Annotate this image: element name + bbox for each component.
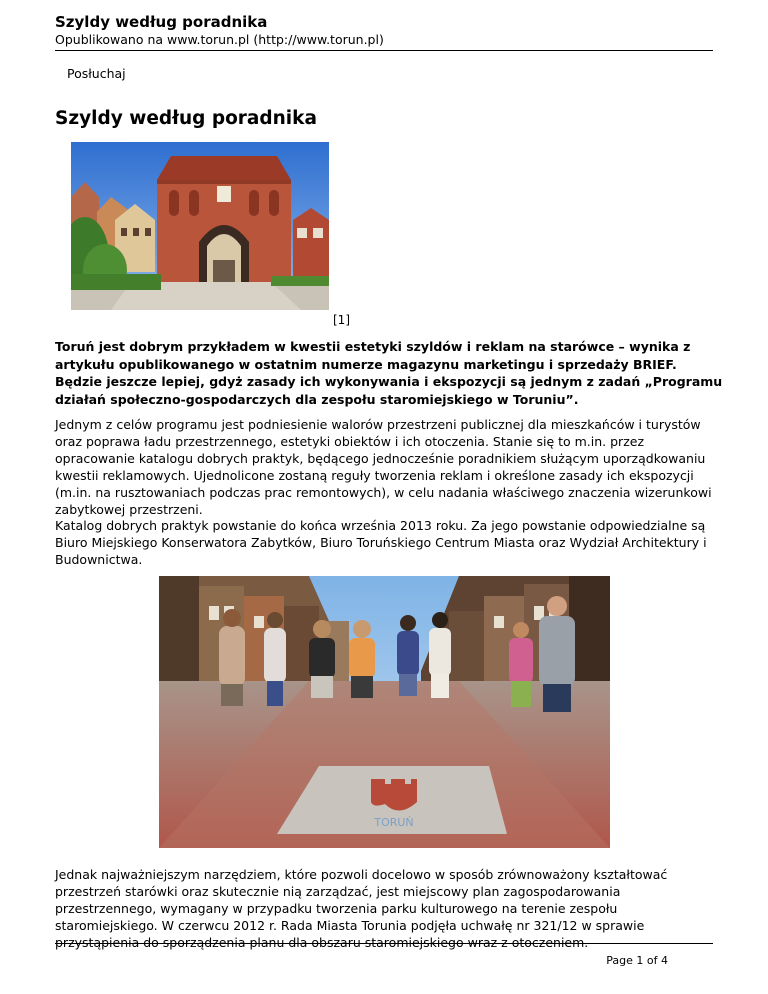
- plate-text: TORUŃ: [374, 816, 414, 829]
- old-town-street-photo: [159, 576, 610, 848]
- page-number: Page 1 of 4: [606, 954, 668, 967]
- article-paragraph: Katalog dobrych praktyk powstanie do końca września 2013 roku. Za jego powstanie odpowiedzialne są Biuro Miejskiego Konserwatora Zabytków, Biuro Toruńskiego Centrum Miasta oraz Wydział Architektury i Budownictwa.: [55, 518, 707, 567]
- gate-tower-photo: [71, 142, 329, 310]
- published-source: Opublikowano na www.torun.pl (http://www.torun.pl): [55, 32, 384, 47]
- article-title: Szyldy według poradnika: [55, 108, 317, 129]
- footer-divider: [55, 943, 713, 944]
- listen-link[interactable]: Posłuchaj: [67, 66, 126, 81]
- header-divider: [55, 50, 713, 51]
- header-title: Szyldy według poradnika: [55, 13, 268, 31]
- image-footnote-ref[interactable]: [1]: [333, 313, 350, 327]
- article-paragraph: Jednym z celów programu jest podniesienie walorów przestrzeni publicznej dla mieszkańców i turystów oraz poprawa ładu przestrzennego, estetyki obiektów i ich otoczenia. Stanie się to m.in. przez opracowanie katalogu dobrych praktyk, będącego jednocześnie poradnikiem służącym uporządkowaniu kwestii reklamowych. Ujednolicone zostaną reguły tworzenia reklam i określone zasady ich ekspozycji (m.in. na rusztowaniach podczas prac remontowych), w celu nadania właściwego znaczenia wizerunkowi zabytkowej przestrzeni.: [55, 417, 712, 517]
- article-paragraph: Jednak najważniejszym narzędziem, które pozwoli docelowo w sposób zrównoważony kształtować przestrzeń starówki oraz skutecznie nią zarządzać, jest miejscowy plan zagospodarowania przestrzennego, wymagany w przypadku tworzenia parku kulturowego na terenie zespołu staromiejskiego. W czerwcu 2012 r. Rada Miasta Torunia podjęła uchwałę nr 321/12 w sprawie przystąpienia do sporządzenia planu dla obszaru staromiejskiego wraz z otoczeniem.: [55, 867, 668, 950]
- article-lead: Toruń jest dobrym przykładem w kwestii estetyki szyldów i reklam na starówce – wynika z artykułu opublikowanego w ostatnim numerze magazynu marketingu i sprzedaży BRIEF. Będzie jeszcze lepiej, gdyż zasady ich wykonywania i ekspozycji są jednym z zadań „Programu działań społeczno-gospodarczych dla zespołu staromiejskiego w Toruniu”.: [55, 339, 723, 407]
